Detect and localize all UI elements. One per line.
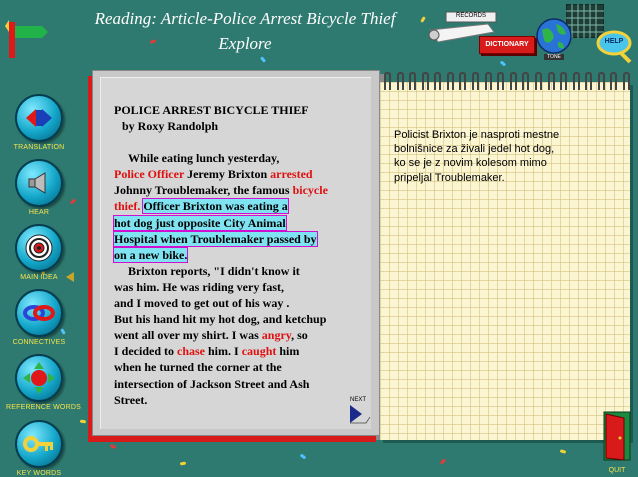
main-idea-button[interactable] (6, 224, 72, 281)
article-line: But his hand hit my hot dog, and ketchup (114, 312, 327, 327)
dictionary-button[interactable] (479, 36, 535, 54)
dictionary-label: DICTIONARY (485, 41, 529, 48)
target-icon (24, 233, 54, 263)
chain-link-icon (23, 302, 55, 324)
door-icon (602, 410, 632, 462)
translation-text: Policist Brixton je nasproti mestne bolnišnice za živali jedel hot dog, ko se je z novim kolesom mimo pripeljal Troublemaker. (394, 129, 560, 184)
key-words-button-circle (15, 420, 63, 468)
translation-label: TRANSLATION (13, 144, 65, 151)
key-words-label: KEY WORDS (16, 470, 62, 477)
hear-label: HEAR (28, 209, 50, 216)
hear-button-circle (15, 159, 63, 207)
globe-button[interactable] (534, 16, 574, 64)
reference-words-button[interactable] (6, 354, 81, 411)
article-line (114, 198, 364, 214)
connectives-label: CONNECTIVES (12, 339, 66, 346)
page-turn-icon (348, 403, 372, 431)
quit-button[interactable] (598, 410, 636, 476)
next-page-button[interactable] (348, 397, 372, 425)
keyword-police-officer[interactable]: Police Officer (114, 167, 185, 182)
article-line (114, 247, 364, 263)
main-idea-label: MAIN IDEA (20, 274, 58, 281)
keyword-chase[interactable]: chase (177, 344, 205, 359)
translation-icon (24, 107, 54, 129)
article-line (114, 215, 364, 231)
speaker-icon (26, 170, 52, 196)
article-text (114, 102, 367, 408)
page-subtitle: Explore (218, 34, 272, 53)
help-button[interactable] (596, 30, 636, 64)
article-line: Police Officer Jeremy Brixton arrested (114, 167, 313, 182)
reference-words-label: REFERENCE WORDS (6, 404, 81, 411)
signpost-icon (2, 16, 48, 60)
article-byline: by Roxy Randolph (122, 119, 219, 134)
article-line: went all over my shirt. I was angry, so (114, 328, 308, 343)
article-line: Street. (114, 392, 148, 407)
notepad-spiral-rings (384, 72, 630, 90)
keyword-bicycle[interactable]: bicycle (292, 183, 328, 198)
next-label: NEXT (350, 397, 367, 403)
article-line (114, 231, 364, 247)
main-idea-button-circle (15, 224, 63, 272)
quit-label: QUIT (608, 467, 626, 474)
article-line: when he turned the corner at the (114, 360, 282, 375)
connectives-button[interactable] (6, 289, 72, 346)
keyword-angry[interactable]: angry (261, 328, 292, 343)
article-line: Johnny Troublemaker, the famous bicycle (114, 183, 328, 198)
article-line: and I moved to get out of his way . (114, 296, 290, 311)
magnifier-icon (596, 30, 636, 64)
translation-button[interactable] (6, 94, 72, 151)
translation-button-circle (15, 94, 63, 142)
main-idea-sentence[interactable]: hot dog just opposite City Animal (114, 215, 286, 230)
app-logo (2, 16, 48, 60)
article-line: Brixton reports, "I didn't know it (128, 263, 300, 278)
keyword-arrested[interactable]: arrested (270, 167, 313, 182)
article-line: While eating lunch yesterday, (128, 151, 280, 166)
article-line: was him. He was riding very fast, (114, 279, 284, 294)
arrows-icon (22, 361, 56, 395)
globe-label: TONE (547, 54, 561, 60)
article-line: I decided to chase him. I caught him (114, 344, 300, 359)
reference-words-button-circle (15, 354, 63, 402)
keyword-thief[interactable]: thief. (114, 199, 141, 214)
article-headline: POLICE ARREST BICYCLE THIEF (114, 103, 309, 117)
hear-button[interactable] (6, 159, 72, 216)
keyword-caught[interactable]: caught (241, 344, 277, 359)
records-label: RECORDS (456, 13, 487, 19)
key-icon (23, 434, 55, 454)
main-idea-pointer-icon (66, 272, 74, 282)
main-idea-sentence[interactable]: Hospital when Troublemaker passed by (114, 231, 317, 246)
article-line: intersection of Jackson Street and Ash (114, 376, 310, 391)
page-title: Reading: Article-Police Arrest Bicycle Thief (94, 9, 396, 28)
main-idea-sentence[interactable]: on a new bike. (114, 247, 188, 262)
key-words-button[interactable] (6, 420, 72, 477)
help-label: HELP (604, 38, 624, 45)
connectives-button-circle (15, 289, 63, 337)
main-idea-sentence[interactable]: Officer Brixton was eating a (143, 199, 288, 214)
